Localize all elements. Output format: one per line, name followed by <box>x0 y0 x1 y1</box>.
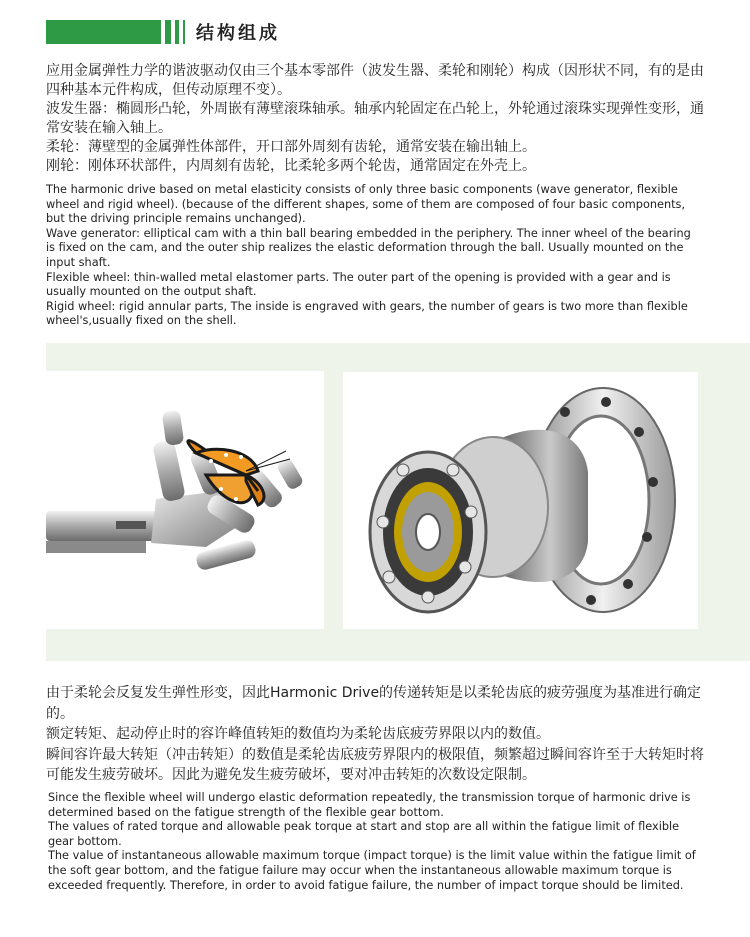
harmonic-drive-exploded-image <box>343 372 698 629</box>
paragraph: 柔轮：薄壁型的金属弹性体部件，开口部外周刻有齿轮，通常安装在输出轴上。 <box>46 139 536 155</box>
header-stripe <box>183 20 185 44</box>
header-accent-bar <box>46 20 161 44</box>
paragraph: The values of rated torque and allowable peak torque at start and stop are all within the fatigue limit of flexible gear bottom. <box>48 820 680 848</box>
section-header <box>46 17 346 45</box>
paragraph: The value of instantaneous allowable maximum torque (impact torque) is the limit value within the fatigue limit of the soft gear bottom, and the fatigue failure may occur when the instantaneous allowable maximum torque is exceeded frequently. Therefore, in order to avoid fatigue failure, the number of impact torque should be limited. <box>48 849 696 892</box>
paragraph: Since the flexible wheel will undergo elastic deformation repeatedly, the transmission torque of harmonic drive is determined based on the fatigue strength of the flexible gear bottom. <box>48 791 691 819</box>
torque-chinese <box>46 683 706 786</box>
section-title: 结构组成 <box>196 23 280 44</box>
paragraph: Wave generator: elliptical cam with a thin ball bearing embedded in the periphery. The inner wheel of the bearing is fixed on the cam, and the outer ship realizes the elastic deformation through the ball. Usually mounted on the input shaft. <box>46 226 691 269</box>
intro-english <box>46 183 701 329</box>
paragraph: 额定转矩、起动停止时的容许峰值转矩的数值均为柔轮齿底疲劳界限以内的数值。 <box>46 726 550 742</box>
paragraph: 应用金属弹性力学的谐波驱动仅由三个基本零部件（波发生器、柔轮和刚轮）构成（因形状不同，有的是由四种基本元件构成，但传动原理不变）。 <box>46 63 704 98</box>
intro-chinese <box>46 62 706 176</box>
paragraph: Flexible wheel: thin-walled metal elastomer parts. The outer part of the opening is provided with a gear and is usually mounted on the output shaft. <box>46 270 671 299</box>
torque-english <box>48 791 703 893</box>
header-stripe <box>175 20 179 44</box>
paragraph: 波发生器：椭圆形凸轮，外周嵌有薄壁滚珠轴承。轴承内轮固定在凸轮上，外轮通过滚珠实现弹性变形，通常安装在输入轴上。 <box>46 101 704 136</box>
paragraph: 刚轮：刚体环状部件，内周刻有齿轮，比柔轮多两个轮齿，通常固定在外壳上。 <box>46 158 536 174</box>
paragraph: Rigid wheel: rigid annular parts, The inside is engraved with gears, the number of gears is two more than flexible wheel's,usually fixed on the shell. <box>46 299 688 328</box>
robot-hand-butterfly-image <box>46 371 324 629</box>
paragraph: 瞬间容许最大转矩（冲击转矩）的数值是柔轮齿底疲劳界限内的极限值，频繁超过瞬间容许至于大转矩时将可能发生疲劳破坏。因此为避免发生疲劳破坏，要对冲击转矩的次数设定限制。 <box>46 746 704 783</box>
paragraph: 由于柔轮会反复发生弹性形变，因此Harmonic Drive的传递转矩是以柔轮齿底的疲劳强度为基准进行确定的。 <box>46 685 702 722</box>
paragraph: The harmonic drive based on metal elasticity consists of only three basic components (wave generator, flexible wheel and rigid wheel). (because of the different shapes, some of them are composed of four basic components, but the driving principle remains unchanged). <box>46 183 686 226</box>
header-stripe <box>165 20 171 44</box>
